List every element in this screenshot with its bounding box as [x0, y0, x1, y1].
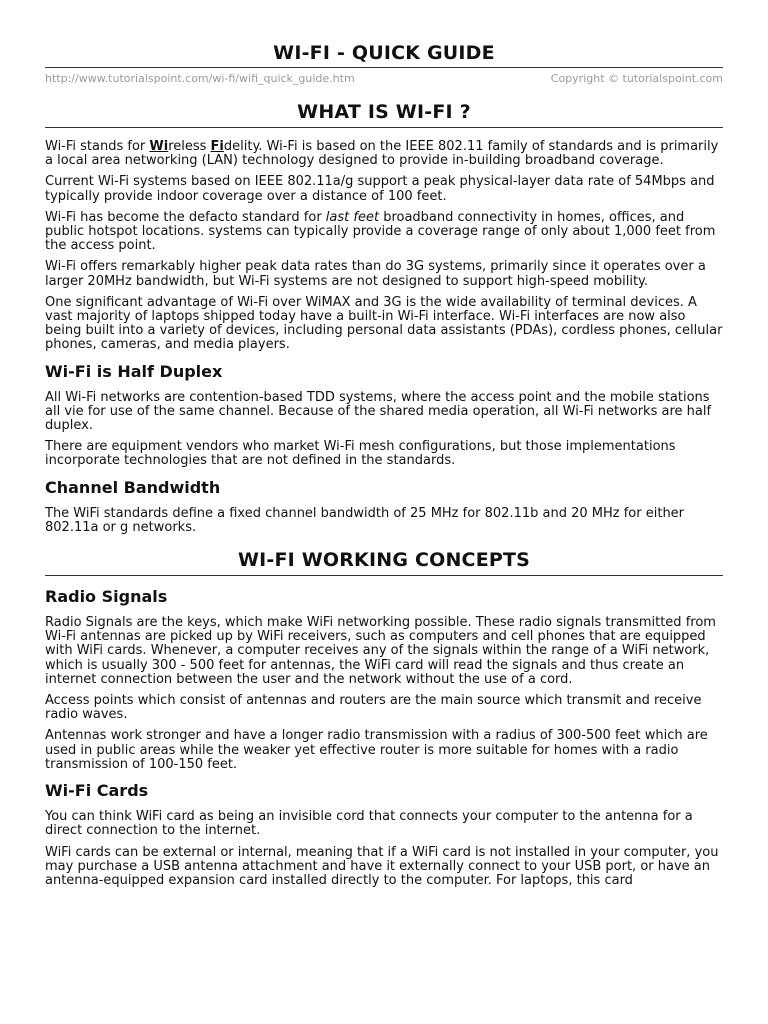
paragraph: Wi-Fi has become the defacto standard for last feet broadband connectivity in homes, offices, and public hotspot locations. systems can typically provide a coverage range of only about 1,000 feet from the access point.	[45, 209, 716, 254]
paragraph: All Wi-Fi networks are contention-based TDD systems, where the access point and the mobile stations all vie for use of the same channel. Because of the shared media operation, all Wi-Fi networks are half duplex.	[45, 389, 712, 434]
paragraph: One significant advantage of Wi-Fi over WiMAX and 3G is the wide availability of terminal devices. A vast majority of laptops shipped today have a built-in Wi-Fi interface. Wi-Fi interfaces are now also being built into a variety of devices, including personal data assistants (PDAs), cordless phones, cellular phones, cameras, and media players.	[45, 294, 723, 353]
paragraph: Wi-Fi stands for Wireless Fidelity. Wi-Fi is based on the IEEE 802.11 family of standards and is primarily a local area networking (LAN) technology designed to provide in-building broadband coverage.	[45, 139, 719, 169]
source-url[interactable]: http://www.tutorialspoint.com/wi-fi/wifi_quick_guide.htm	[45, 72, 355, 85]
subheading-channel-bandwidth: Channel Bandwidth	[45, 477, 221, 497]
paragraph: Antennas work stronger and have a longer radio transmission with a radius of 300-500 feet which are used in public areas while the weaker yet effective router is more suitable for homes with a radio transmission of 100-150 feet.	[45, 728, 708, 772]
acronym-wi: Wi	[149, 139, 169, 154]
title-divider	[45, 67, 723, 68]
document-page	[45, 0, 723, 888]
section-title-working-concepts: WI-FI WORKING CONCEPTS	[237, 549, 531, 572]
subheading-radio-signals: Radio Signals	[45, 587, 168, 607]
subheading-half-duplex: Wi-Fi is Half Duplex	[45, 361, 223, 381]
emphasis-text: last feet	[325, 209, 380, 225]
paragraph: There are equipment vendors who market Wi-Fi mesh configurations, but those implementations incorporate technologies that are not defined in the standards.	[45, 439, 676, 469]
document-title: WI-FI - QUICK GUIDE	[273, 42, 495, 64]
paragraph: You can think WiFi card as being an invisible cord that connects your computer to the antenna for a direct connection to the internet.	[45, 809, 693, 839]
subheading-wifi-cards: Wi-Fi Cards	[45, 781, 149, 801]
paragraph: Access points which consist of antennas and routers are the main source which transmit and receive radio waves.	[45, 693, 702, 723]
acronym-fi: Fi	[210, 139, 224, 154]
paragraph: Radio Signals are the keys, which make WiFi networking possible. These radio signals transmitted from Wi-Fi antennas are picked up by WiFi receivers, such as computers and cell phones that are equipped with WiFi cards. Whenever, a computer receives any of the signals within the range of a WiFi network, which is usually 300 - 500 feet for antennas, the WiFi card will read the signals and thus create an internet connection between the user and the network without the use of a cord.	[45, 615, 716, 687]
section-divider	[45, 575, 723, 576]
paragraph: Wi-Fi offers remarkably higher peak data rates than do 3G systems, primarily since it operates over a larger 20MHz bandwidth, but Wi-Fi systems are not designed to support high-speed mobility.	[45, 259, 706, 289]
copyright-notice: Copyright © tutorialspoint.com	[550, 72, 723, 85]
section-divider	[45, 127, 723, 128]
document-meta	[45, 71, 723, 87]
paragraph: WiFi cards can be external or internal, meaning that if a WiFi card is not installed in your computer, you may purchase a USB antenna attachment and have it externally connect to your USB port, or have an antenna-equipped expansion card installed directly to the computer. For laptops, this card	[45, 844, 719, 888]
paragraph: Current Wi-Fi systems based on IEEE 802.11a/g support a peak physical-layer data rate of 54Mbps and typically provide indoor coverage over a distance of 100 feet.	[45, 174, 715, 204]
paragraph: The WiFi standards define a fixed channel bandwidth of 25 MHz for 802.11b and 20 MHz for either 802.11a or g networks.	[45, 505, 685, 535]
section-title-what-is-wifi: WHAT IS WI-FI ?	[297, 101, 471, 123]
